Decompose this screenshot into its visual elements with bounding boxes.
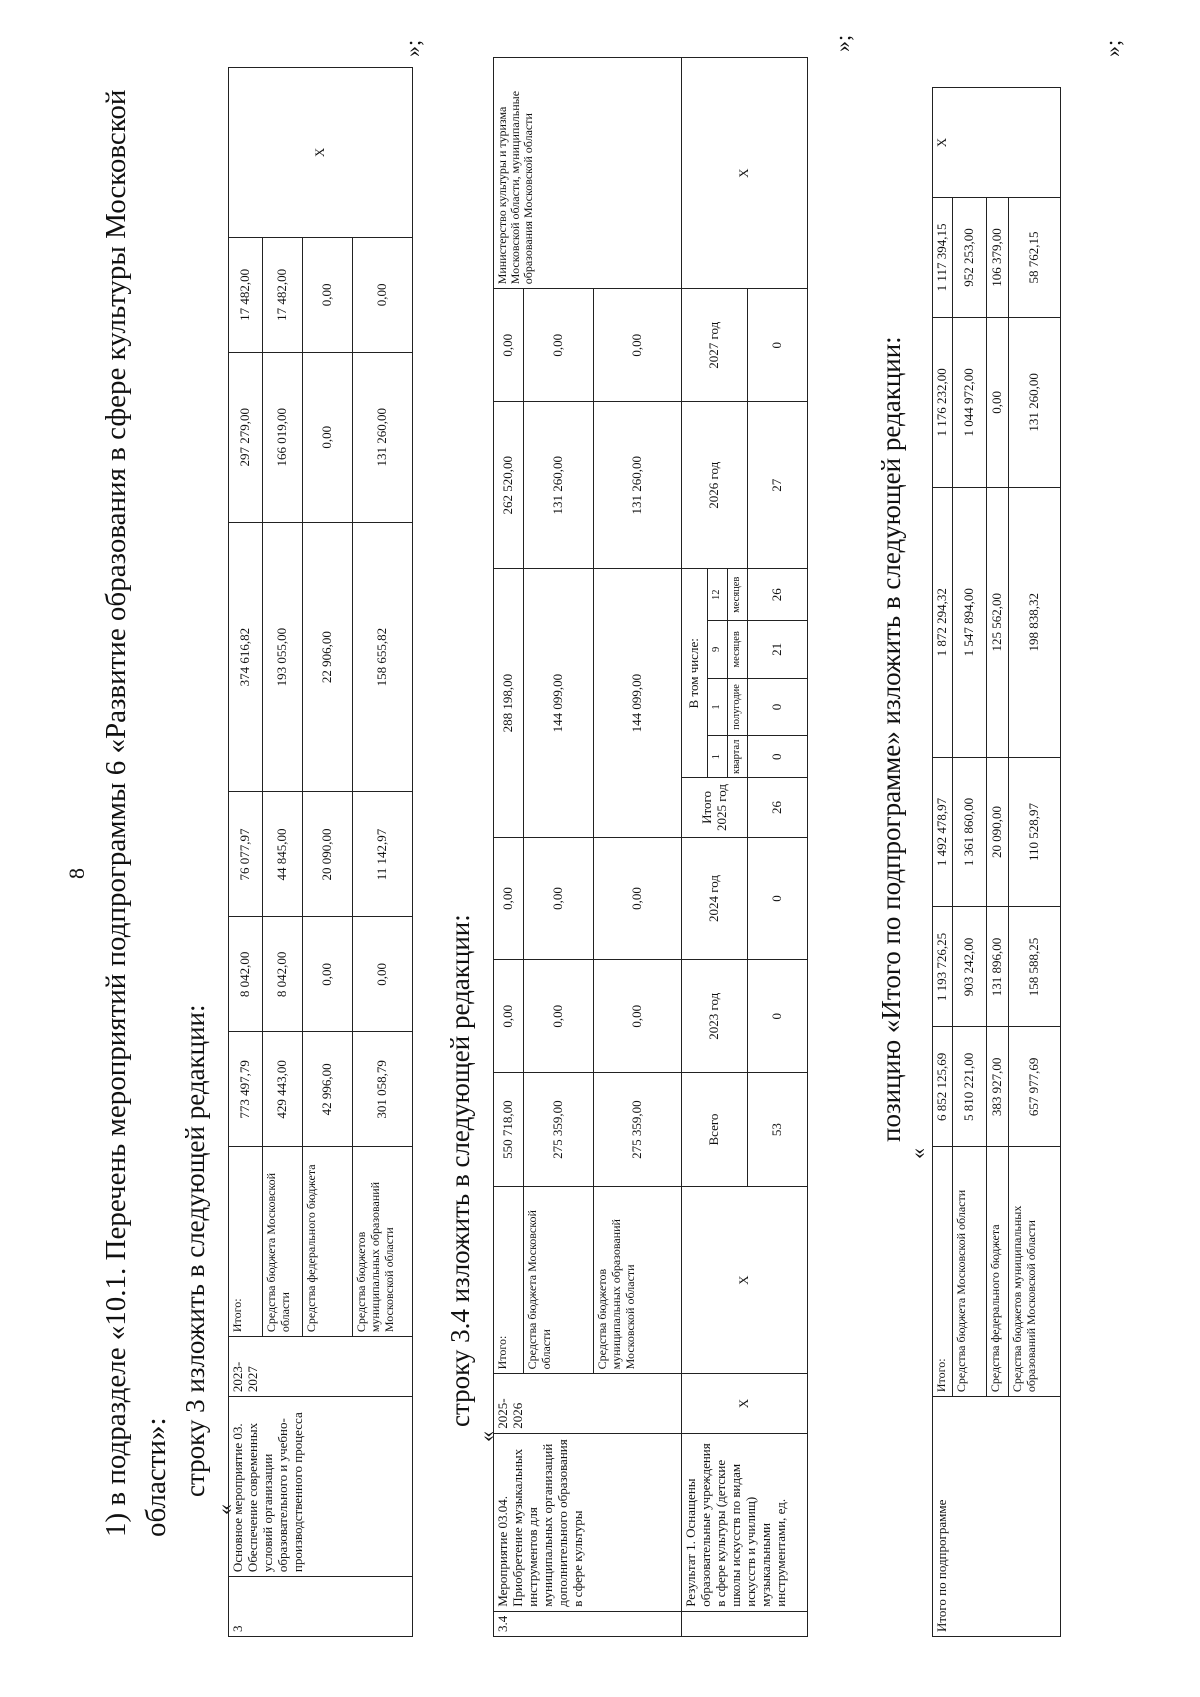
value-2023: 8 042,00 xyxy=(263,917,303,1032)
value-2027: 0,00 xyxy=(494,289,524,402)
value-2026: 166 019,00 xyxy=(263,352,303,522)
quarter-label: полугодие xyxy=(728,678,748,736)
header-including: В том числе: xyxy=(682,569,708,778)
table-row xyxy=(682,58,708,1637)
value-total: 301 058,79 xyxy=(353,1032,413,1147)
table-row xyxy=(933,88,953,1637)
value-2023: 0,00 xyxy=(353,917,413,1032)
source-label: Средства бюджета Московской области xyxy=(524,1186,594,1373)
value-2024: 0,00 xyxy=(524,837,594,960)
value-2025: 288 198,00 xyxy=(494,569,524,837)
table-subprogram-total xyxy=(932,87,1061,1637)
section2-open-quote: « xyxy=(474,1431,499,1442)
value-2025: 1 547 894,00 xyxy=(952,487,986,757)
value-total: 6 852 125,69 xyxy=(933,1027,953,1147)
source-label: Итого: xyxy=(494,1186,524,1373)
source-label: Итого: xyxy=(229,1147,263,1337)
source-label: Средства бюджетов муниципальных образований Московской области xyxy=(353,1147,413,1337)
value-2025: 198 838,32 xyxy=(1008,487,1060,757)
value-2023: 0,00 xyxy=(524,960,594,1073)
value-2026: 1 176 232,00 xyxy=(933,317,953,487)
responsible-executor: Министерство культуры и туризма Московской области, муниципальные образования Московской области xyxy=(494,58,682,289)
value-2024: 20 090,00 xyxy=(986,757,1008,907)
section1-close-quote: »; xyxy=(400,39,425,57)
value-2023: 0,00 xyxy=(594,960,682,1073)
value-2027: 58 762,15 xyxy=(1008,197,1060,317)
value-2024: 20 090,00 xyxy=(303,792,353,917)
value-2025: 193 055,00 xyxy=(263,522,303,792)
quarter-number: 9 xyxy=(708,621,728,679)
header-2024: 2024 год xyxy=(682,837,748,960)
source-label: Средства федерального бюджета xyxy=(986,1147,1008,1397)
value-2025: 144 099,00 xyxy=(594,569,682,837)
value-2024: 11 142,97 xyxy=(353,792,413,917)
value-2024: 76 077,97 xyxy=(229,792,263,917)
quarter-number: 1 xyxy=(708,678,728,736)
value-2025: 125 562,00 xyxy=(986,487,1008,757)
value-total: 275 359,00 xyxy=(524,1073,594,1187)
result-name: Результат 1. Оснащены образовательные учреждения в сфере культуры (детские школы искусств по видам искусств и училищ) музыкальными инструментами, ед. xyxy=(682,1433,808,1611)
event-period: 2025-2026 xyxy=(494,1374,682,1433)
value-2025: 374 616,82 xyxy=(229,522,263,792)
value-2027: 106 379,00 xyxy=(986,197,1008,317)
value-2024: 0,00 xyxy=(594,837,682,960)
table-row-3 xyxy=(228,67,413,1637)
quarter-label: квартал xyxy=(728,736,748,778)
value-total: 550 718,00 xyxy=(494,1073,524,1187)
section1-open-quote: « xyxy=(212,1504,237,1515)
value-total: 42 996,00 xyxy=(303,1032,353,1147)
result-total: 53 xyxy=(748,1073,808,1187)
value-2027: 0,00 xyxy=(353,237,413,352)
result-2025-total: 26 xyxy=(748,778,808,838)
value-2027: 952 253,00 xyxy=(952,197,986,317)
value-total: 383 927,00 xyxy=(986,1027,1008,1147)
value-2026: 131 260,00 xyxy=(353,352,413,522)
intro-line-2: области»: xyxy=(140,1417,172,1537)
header-total: Всего xyxy=(682,1073,748,1187)
quarter-number: 1 xyxy=(708,736,728,778)
value-2025: 1 872 294,32 xyxy=(933,487,953,757)
value-2023: 0,00 xyxy=(303,917,353,1032)
source-label: Средства бюджетов муниципальных образований Московской области xyxy=(594,1186,682,1373)
value-2024: 1 361 860,00 xyxy=(952,757,986,907)
result-quarter: 21 xyxy=(748,621,808,679)
value-2026: 131 260,00 xyxy=(1008,317,1060,487)
section2-label: строку 3.4 изложить в следующей редакции: xyxy=(445,914,475,1427)
header-2027: 2027 год xyxy=(682,289,748,402)
event-name: Основное мероприятие 03. Обеспечение современных условий организации образовательного и учебно-производственного процесса xyxy=(229,1397,413,1577)
value-total: 773 497,79 xyxy=(229,1032,263,1147)
source-label: Итого: xyxy=(933,1147,953,1397)
value-total: 429 443,00 xyxy=(263,1032,303,1147)
value-2026: 0,00 xyxy=(986,317,1008,487)
value-total: 275 359,00 xyxy=(594,1073,682,1187)
x-cell: X xyxy=(229,68,413,238)
value-2026: 131 260,00 xyxy=(524,402,594,569)
value-total: 5 810 221,00 xyxy=(952,1027,986,1147)
source-label: Средства бюджетов муниципальных образований Московской области xyxy=(1008,1147,1060,1397)
value-2027: 0,00 xyxy=(594,289,682,402)
table-row xyxy=(229,68,263,1637)
value-2023: 131 896,00 xyxy=(986,907,1008,1027)
value-2027: 0,00 xyxy=(524,289,594,402)
value-2023: 8 042,00 xyxy=(229,917,263,1032)
header-2026: 2026 год xyxy=(682,402,748,569)
value-2027: 17 482,00 xyxy=(229,237,263,352)
value-2023: 903 242,00 xyxy=(952,907,986,1027)
section3-open-quote: « xyxy=(905,1148,930,1159)
header-2025-total: Итого 2025 год xyxy=(682,778,748,838)
value-2027: 0,00 xyxy=(303,237,353,352)
section1-label: строку 3 изложить в следующей редакции: xyxy=(180,1004,210,1497)
value-2024: 0,00 xyxy=(494,837,524,960)
value-2027: 17 482,00 xyxy=(263,237,303,352)
source-label: Средства бюджета Московской области xyxy=(952,1147,986,1397)
value-total: 657 977,69 xyxy=(1008,1027,1060,1147)
row-number: 3 xyxy=(229,1577,413,1637)
result-quarter: 0 xyxy=(748,736,808,778)
intro-line-1: 1) в подразделе «10.1. Перечень мероприятий подпрограммы 6 «Развитие образования в сфере культуры Московской xyxy=(100,89,132,1537)
value-2026: 0,00 xyxy=(303,352,353,522)
value-2026: 131 260,00 xyxy=(594,402,682,569)
header-2023: 2023 год xyxy=(682,960,748,1073)
result-x-right: X xyxy=(682,58,808,289)
section3-close-quote: »; xyxy=(1100,39,1125,57)
quarter-label: месяцев xyxy=(728,621,748,679)
value-2025: 158 655,82 xyxy=(353,522,413,792)
section2-close-quote: »; xyxy=(830,34,855,52)
result-x-1: X xyxy=(682,1374,808,1433)
value-2026: 297 279,00 xyxy=(229,352,263,522)
value-2023: 1 193 726,25 xyxy=(933,907,953,1027)
value-2027: 1 117 394,15 xyxy=(933,197,953,317)
result-quarter: 0 xyxy=(748,678,808,736)
table-row xyxy=(494,58,524,1637)
value-2024: 110 528,97 xyxy=(1008,757,1060,907)
source-label: Средства бюджета Московской области xyxy=(263,1147,303,1337)
section3-label: позицию «Итого по подпрограмме» изложить в следующей редакции: xyxy=(876,336,906,1142)
value-2026: 1 044 972,00 xyxy=(952,317,986,487)
event-period: 2023-2027 xyxy=(229,1337,413,1397)
value-2023: 0,00 xyxy=(494,960,524,1073)
value-2024: 1 492 478,97 xyxy=(933,757,953,907)
row-number: 3.4 xyxy=(494,1611,682,1636)
value-2026: 262 520,00 xyxy=(494,402,524,569)
event-name: Мероприятие 03.04. Приобретение музыкальных инструментов для муниципальных организаций дополнительного образования в сфере культуры xyxy=(494,1433,682,1611)
value-2024: 44 845,00 xyxy=(263,792,303,917)
quarter-label: месяцев xyxy=(728,569,748,621)
value-2025: 144 099,00 xyxy=(524,569,594,837)
result-2023: 0 xyxy=(748,960,808,1073)
quarter-number: 12 xyxy=(708,569,728,621)
result-x-2: X xyxy=(682,1186,808,1373)
x-cell: X xyxy=(933,88,1061,198)
result-2026: 27 xyxy=(748,402,808,569)
page-number: 8 xyxy=(64,868,89,879)
value-2025: 22 906,00 xyxy=(303,522,353,792)
result-2024: 0 xyxy=(748,837,808,960)
result-2027: 0 xyxy=(748,289,808,402)
result-quarter: 26 xyxy=(748,569,808,621)
table-row-3-4 xyxy=(493,57,808,1637)
source-label: Средства федерального бюджета xyxy=(303,1147,353,1337)
total-row-name: Итого по подпрограмме xyxy=(933,1397,1061,1637)
value-2023: 158 588,25 xyxy=(1008,907,1060,1027)
